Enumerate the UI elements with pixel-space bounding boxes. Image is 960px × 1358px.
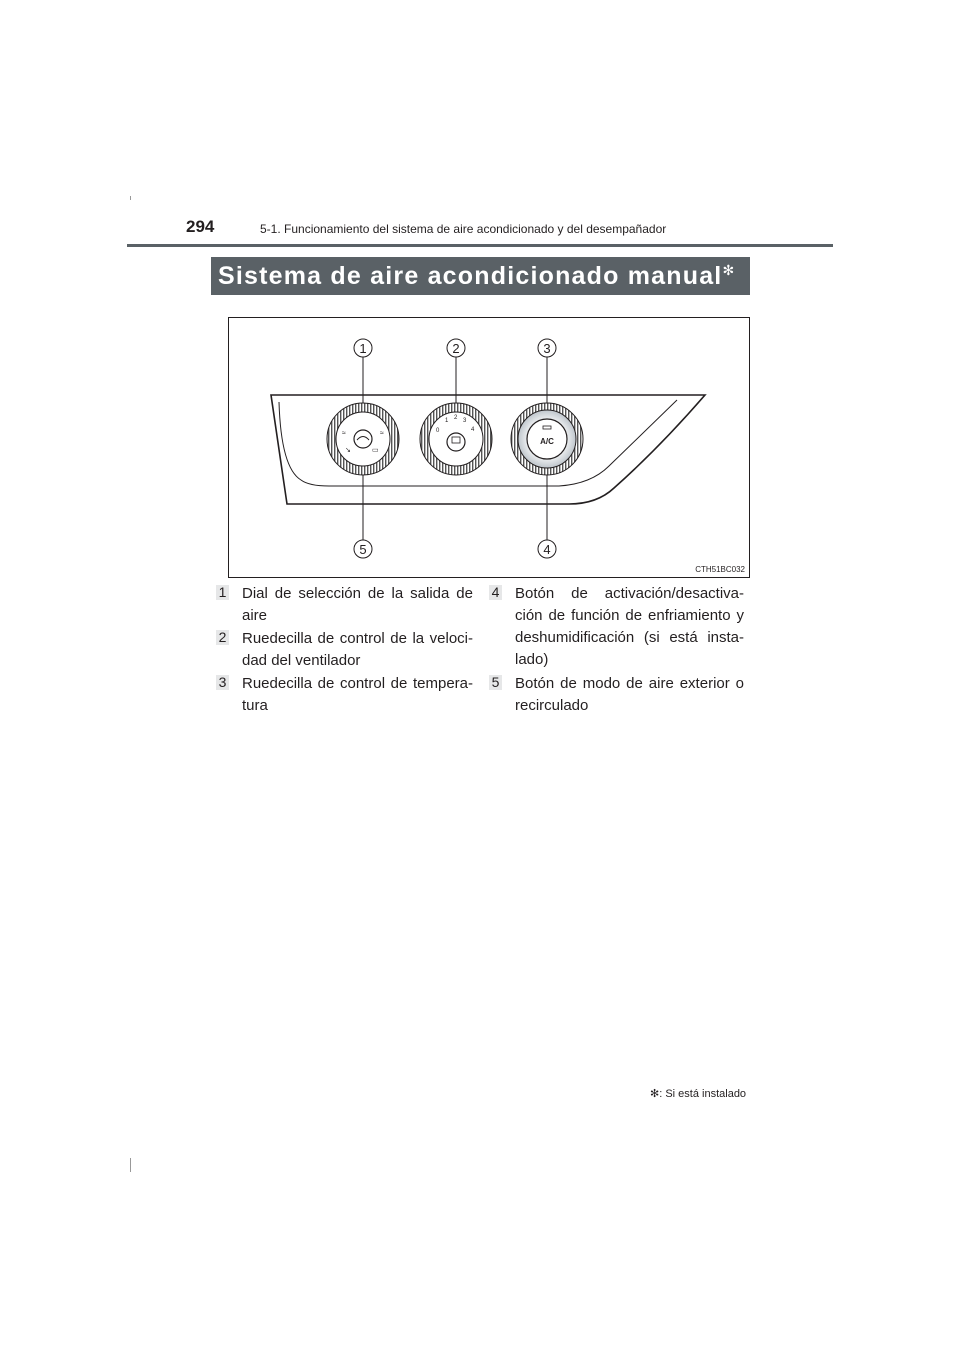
- section-title: Sistema de aire acondicionado manual: [218, 262, 723, 290]
- callout-1: [354, 339, 372, 357]
- fan-speed-0: 0: [436, 428, 440, 434]
- callout-4: [538, 540, 556, 558]
- legend-number-2: 2: [216, 630, 229, 645]
- asterisk-icon: ✻: [650, 1088, 660, 1100]
- svg-text:3: 3: [543, 341, 551, 356]
- footnote: [650, 1087, 746, 1100]
- legend-number-5: 5: [489, 675, 502, 690]
- footnote-text: : Si está instalado: [659, 1088, 747, 1100]
- svg-text:≈: ≈: [342, 430, 346, 437]
- svg-text:≈: ≈: [380, 430, 384, 437]
- legend-text-5: Botón de modo de aire exterior o recirculado: [515, 675, 744, 714]
- legend-number-3: 3: [216, 675, 229, 690]
- section-title-banner: [211, 257, 750, 295]
- legend-number-1: 1: [216, 585, 229, 600]
- figure-code: CTH51BC032: [695, 565, 745, 574]
- fan-speed-1: 1: [445, 418, 449, 424]
- legend-text-3: Ruedecilla de control de tempera-tura: [242, 675, 473, 714]
- legend-number-4: 4: [489, 585, 502, 600]
- svg-text:5: 5: [359, 542, 367, 557]
- callout-3: [538, 339, 556, 357]
- legend-text-1: Dial de selección de la salida de aire: [242, 585, 473, 624]
- crop-mark: [130, 196, 131, 200]
- svg-text:1: 1: [359, 341, 367, 356]
- legend-item-2: [216, 628, 473, 672]
- legend-text-2: Ruedecilla de control de la veloci-dad del ventilador: [242, 630, 473, 669]
- legend-item-4: [489, 583, 744, 671]
- crop-mark: [130, 1158, 131, 1172]
- svg-text:▭: ▭: [372, 447, 379, 454]
- running-header: 5-1. Funcionamiento del sistema de aire acondicionado y del desempañador: [260, 222, 667, 236]
- page-number: 294: [186, 217, 215, 236]
- callout-2: [447, 339, 465, 357]
- legend-text-4: Botón de activación/desactiva-ción de función de enfriamiento y deshumidificación (si está insta-lado): [515, 585, 744, 668]
- ac-label: A/C: [540, 437, 554, 446]
- svg-text:↘: ↘: [345, 447, 351, 454]
- legend-item-1: [216, 583, 473, 627]
- fan-speed-3: 3: [463, 418, 467, 424]
- legend-item-3: [216, 673, 473, 717]
- control-panel-figure: [228, 317, 750, 578]
- legend-item-5: [489, 673, 744, 717]
- svg-text:2: 2: [452, 341, 460, 356]
- control-panel-illustration: [229, 318, 749, 577]
- svg-text:4: 4: [543, 542, 551, 557]
- asterisk-icon: ✻: [722, 262, 736, 278]
- fan-speed-4: 4: [471, 427, 475, 433]
- header-rule: [127, 244, 833, 247]
- fan-speed-2: 2: [454, 415, 458, 421]
- callout-5: [354, 540, 372, 558]
